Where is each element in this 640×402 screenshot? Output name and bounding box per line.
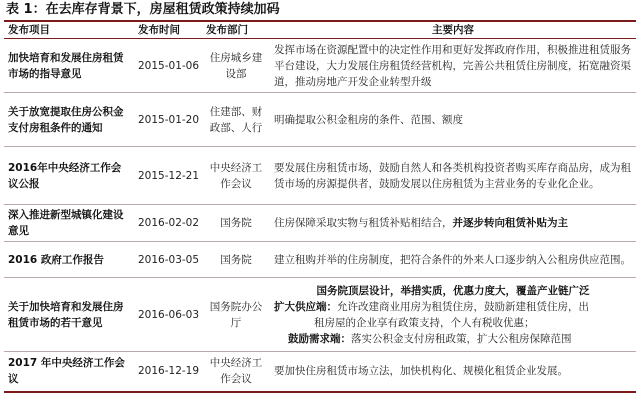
table-row — [4, 352, 636, 392]
content-line-1: 国务院顶层设计，举措实质，优惠力度大，覆盖产业链广泛 — [316, 284, 590, 297]
cell-date: 2016-02-02 — [134, 205, 202, 242]
content-line-2-bold: 扩大供应端： — [274, 300, 337, 313]
table-header-row — [4, 21, 636, 39]
header-content: 主要内容 — [270, 21, 636, 39]
content-line-3: 租房屋的企业享有政策支持，个人有税收优惠； — [314, 316, 535, 329]
cell-dept: 国务院 — [202, 205, 270, 242]
cell-dept: 国务院办公厅 — [202, 278, 270, 352]
content-line-4-bold: 鼓励需求端： — [288, 332, 351, 345]
cell-date: 2016-12-19 — [134, 352, 202, 392]
cell-doc: 2016年中央经济工作会议公报 — [4, 147, 134, 205]
cell-doc: 关于放宽提取住房公积金支付房租条件的通知 — [4, 93, 134, 147]
cell-doc: 加快培育和发展住房租赁市场的指导意见 — [4, 39, 134, 93]
table-row — [4, 205, 636, 242]
table-title: 表 1：在去库存背景下，房屋租赁政策持续加码 — [6, 2, 280, 17]
cell-dept: 中央经济工作会议 — [202, 352, 270, 392]
cell-doc: 2016 政府工作报告 — [4, 242, 134, 278]
content-line-4-text: 落实公积金支付房租政策，扩大公租房保障范围 — [351, 332, 572, 345]
cell-content — [270, 205, 636, 242]
cell-dept: 住房城乡建设部 — [202, 39, 270, 93]
policy-table — [4, 20, 636, 393]
cell-content: 要发展住房租赁市场，鼓励自然人和各类机构投资者购买库存商品房，成为租赁市场的房源提供者，鼓励发展以住房租赁为主营业务的专业化企业。 — [270, 147, 636, 205]
cell-content: 要加快住房租赁市场立法，加快机构化、规模化租赁企业发展。 — [270, 352, 636, 392]
cell-date: 2015-12-21 — [134, 147, 202, 205]
cell-dept: 中央经济工作会议 — [202, 147, 270, 205]
cell-content: 建立租购并举的住房制度，把符合条件的外来人口逐步纳入公租房供应范围。 — [270, 242, 636, 278]
cell-content — [270, 278, 636, 352]
content-plain: 住房保障采取实物与租赁补贴相结合， — [274, 217, 453, 229]
table-row — [4, 39, 636, 93]
header-dept: 发布部门 — [202, 21, 270, 39]
cell-date: 2016-03-05 — [134, 242, 202, 278]
cell-date: 2016-06-03 — [134, 278, 202, 352]
cell-doc: 2017 年中央经济工作会议 — [4, 352, 134, 392]
header-date: 发布时间 — [134, 21, 202, 39]
table-row — [4, 93, 636, 147]
content-bold: 并逐步转向租赁补贴为主 — [452, 217, 568, 229]
cell-dept: 住建部、财政部、人行 — [202, 93, 270, 147]
cell-doc: 关于加快培育和发展住房租赁市场的若干意见 — [4, 278, 134, 352]
content-line-4 — [274, 331, 632, 347]
cell-date: 2015-01-06 — [134, 39, 202, 93]
cell-dept: 国务院 — [202, 242, 270, 278]
content-line-2 — [274, 299, 632, 315]
cell-content: 发挥市场在资源配置中的决定性作用和更好发挥政府作用，积极推进租赁服务平台建设，大力发展住房租赁经营机构，完善公共租赁住房制度，拓宽融资渠道，推动房地产开发企业转型升级 — [270, 39, 636, 93]
header-doc: 发布项目 — [4, 21, 134, 39]
table-row — [4, 147, 636, 205]
table-row — [4, 242, 636, 278]
cell-content: 明确提取公积金租房的条件、范围、额度 — [270, 93, 636, 147]
content-line-2-text: 允许改建商业用房为租赁住房，鼓励新建租赁住房，出 — [337, 300, 589, 313]
table-row — [4, 278, 636, 352]
cell-date: 2015-01-20 — [134, 93, 202, 147]
cell-doc: 深入推进新型城镇化建设意见 — [4, 205, 134, 242]
